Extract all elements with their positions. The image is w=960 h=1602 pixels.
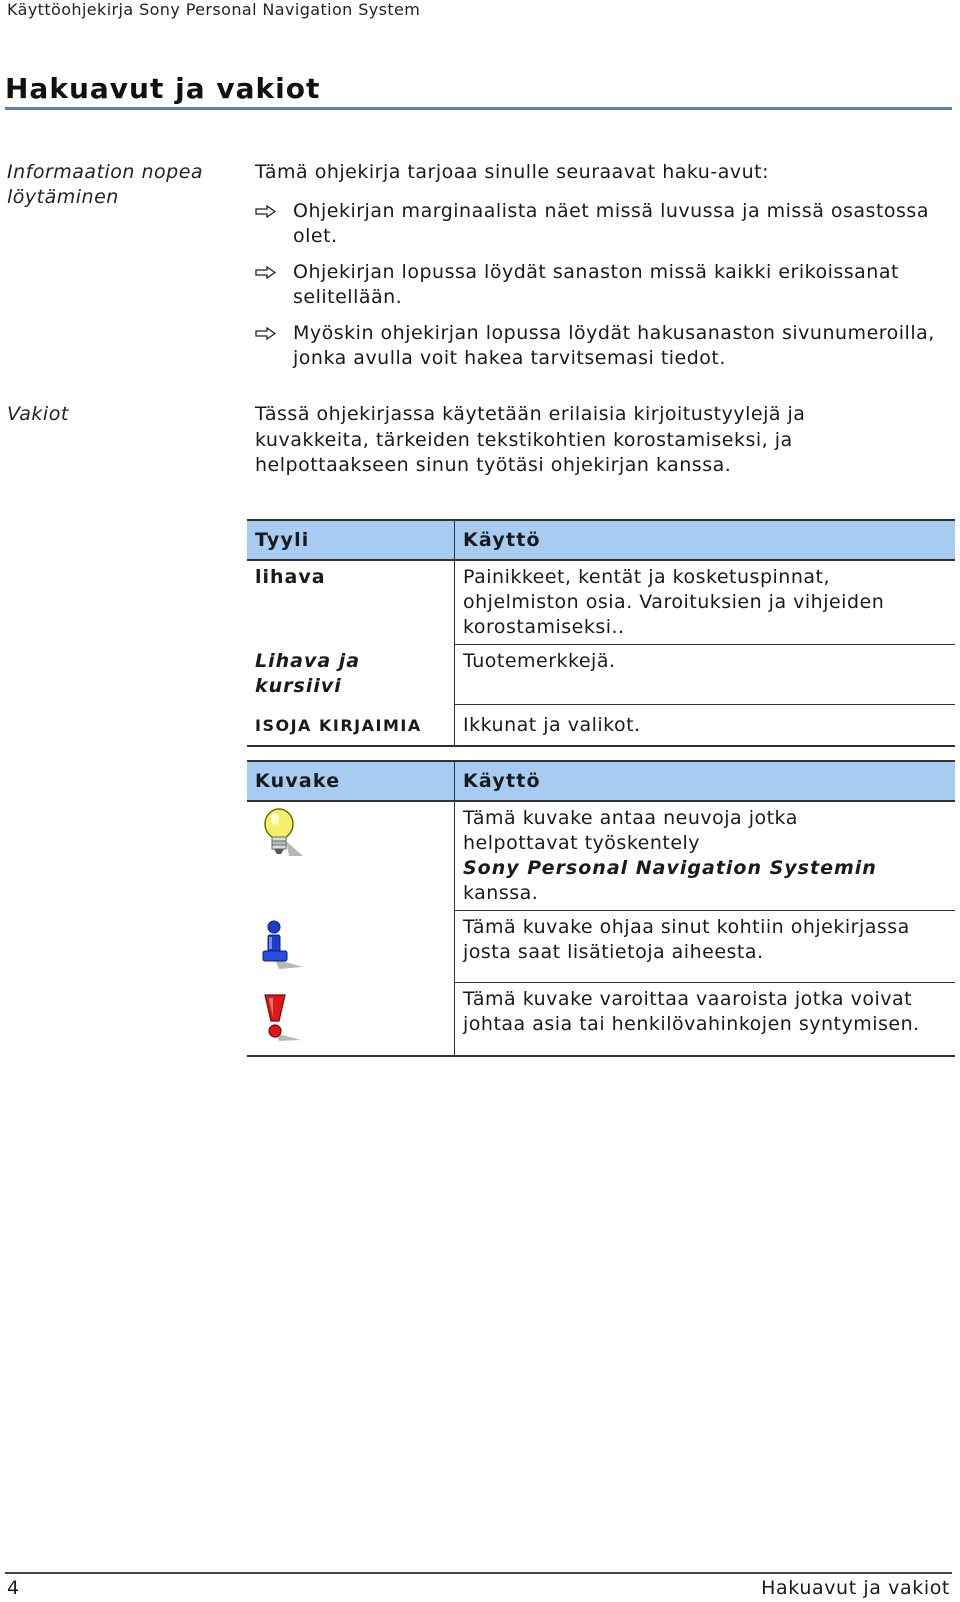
usage-brand: Sony Personal Navigation Systemin: [463, 857, 877, 879]
usage-cell: Tämä kuvake varoittaa vaaroista jotka voivat johtaa asia tai henkilövahinkojen syntymisen.: [455, 983, 956, 1056]
margin-label-info: Informaation nopea löytäminen: [7, 161, 204, 208]
arrow-right-icon: [255, 205, 277, 218]
table-header-row: [247, 761, 955, 801]
footer-rule: [5, 1572, 952, 1574]
usage-cell: Painikkeet, kentät ja kosketuspinnat, ohjelmiston osia. Varoituksien ja vihjeiden korostamiseksi..: [455, 560, 956, 645]
table-row: [247, 983, 955, 1056]
page-number: 4: [7, 1577, 20, 1599]
table-row: [247, 560, 955, 645]
section2-text: Tässä ohjekirjassa käytetään erilaisia kirjoitustyylejä ja kuvakkeita, tärkeiden tekstikohtien korostamiseksi, ja helpottaakseen sinun työtäsi ohjekirjan kanssa.: [255, 403, 806, 476]
usage-line: Tämä kuvake antaa neuvoja jotka: [463, 807, 798, 829]
style-bold-italic-sample: Lihava ja kursiivi: [255, 649, 361, 697]
table-row: [247, 705, 955, 746]
usage-cell: [455, 801, 956, 911]
usage-line: kanssa.: [463, 882, 539, 904]
list-item: [255, 321, 945, 371]
bullet-text: Ohjekirjan lopussa löydät sanaston missä kaikki erikoissanat selitellään.: [293, 261, 899, 308]
running-header: Käyttöohjekirja Sony Personal Navigation System: [7, 0, 421, 19]
arrow-right-icon: [255, 266, 277, 279]
column-header-usage: Käyttö: [455, 520, 956, 560]
table-row: [247, 801, 955, 911]
usage-cell: Tämä kuvake ohjaa sinut kohtiin ohjekirjassa josta saat lisätietoja aiheesta.: [455, 911, 956, 983]
usage-cell: Ikkunat ja valikot.: [455, 705, 956, 746]
page-title: Hakuavut ja vakiot: [5, 72, 321, 105]
section1-intro: Tämä ohjekirja tarjoaa sinulle seuraavat haku-avut:: [255, 161, 769, 183]
column-header-usage: Käyttö: [455, 761, 956, 801]
table-header-row: [247, 520, 955, 560]
usage-line: helpottavat työskentely: [463, 832, 701, 854]
style-caps-sample: ISOJA KIRJAIMIA: [255, 715, 422, 735]
table-row: [247, 645, 955, 705]
usage-cell: Tuotemerkkejä.: [455, 645, 956, 705]
lightbulb-icon: [255, 806, 307, 862]
exclamation-icon: [255, 991, 307, 1043]
styles-table: [247, 519, 955, 747]
footer-title: Hakuavut ja vakiot: [761, 1577, 950, 1599]
arrow-right-icon: [255, 327, 277, 340]
column-header-icon: Kuvake: [247, 761, 455, 801]
icons-table: [247, 760, 955, 1057]
table-row: [247, 911, 955, 983]
bullet-list: [255, 199, 945, 382]
info-person-icon: [255, 919, 307, 971]
column-header-style: Tyyli: [247, 520, 455, 560]
bullet-text: Ohjekirjan marginaalista näet missä luvussa ja missä osastossa olet.: [293, 200, 929, 247]
list-item: [255, 199, 945, 249]
margin-label-vakiot: Vakiot: [7, 403, 69, 425]
bullet-text: Myöskin ohjekirjan lopussa löydät hakusanaston sivunumeroilla, jonka avulla voit hakea tarvitsemasi tiedot.: [293, 322, 935, 369]
list-item: [255, 260, 945, 310]
style-bold-sample: lihava: [255, 566, 326, 588]
title-rule: [5, 107, 952, 110]
